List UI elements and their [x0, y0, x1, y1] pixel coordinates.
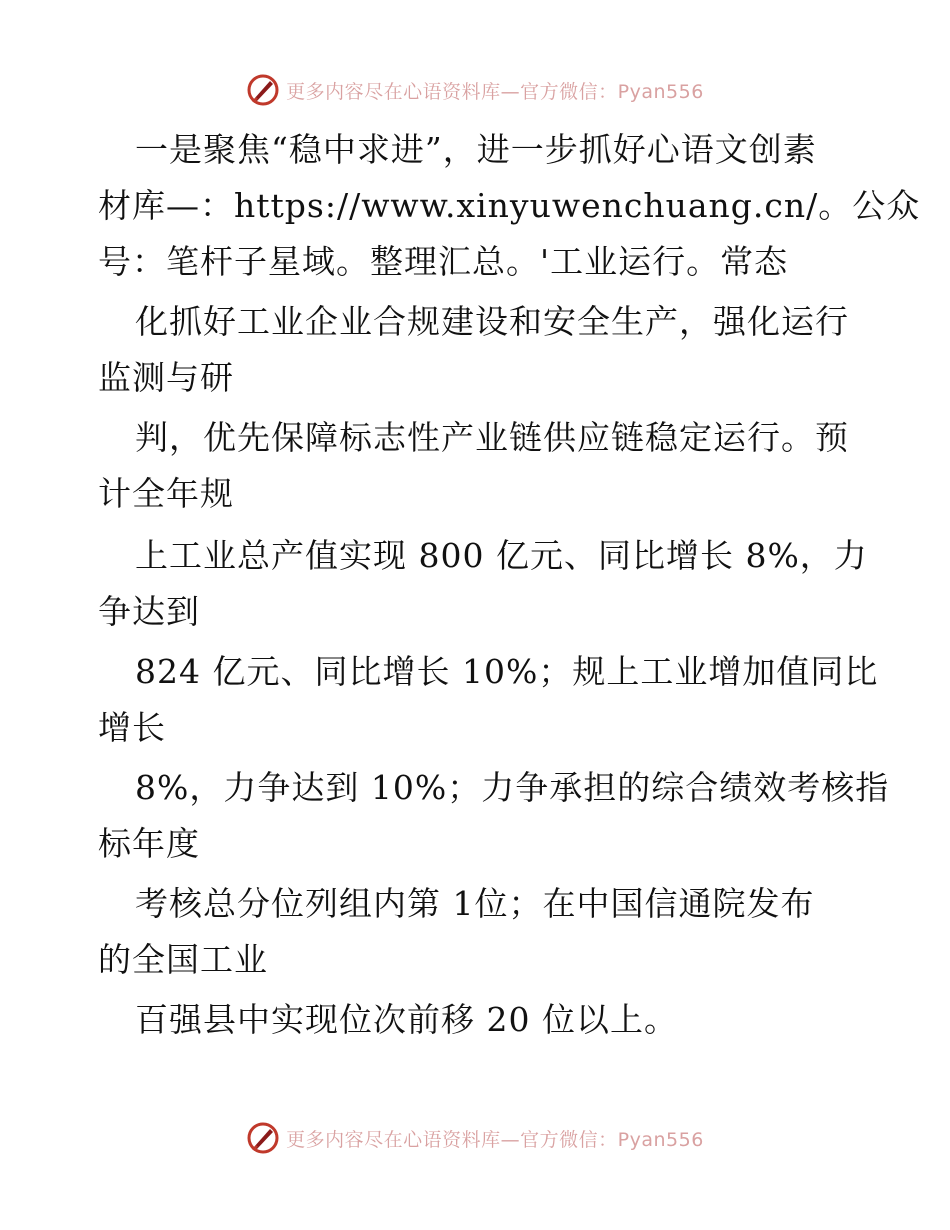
header-banner-text: 更多内容尽在心语资料库—官方微信：Pyan556: [286, 80, 704, 103]
body-line: 判，优先保障标志性产业链供应链稳定运行。预: [135, 418, 849, 457]
body-line: 增长: [98, 708, 166, 747]
body-line: 上工业总产值实现 800 亿元、同比增长 8%，力: [135, 536, 868, 575]
header-banner: [0, 70, 950, 110]
quill-pen-circle-icon: [246, 1121, 280, 1155]
body-line: 争达到: [98, 592, 200, 631]
body-line: 标年度: [98, 824, 200, 863]
body-line: 号：笔杆子星域。整理汇总。'工业运行。常态: [98, 242, 789, 281]
body-line: 8%，力争达到 10%；力争承担的综合绩效考核指: [135, 768, 890, 807]
body-line: 考核总分位列组内第 1位；在中国信通院发布: [135, 884, 815, 923]
body-line: 824 亿元、同比增长 10%；规上工业增加值同比: [135, 652, 879, 691]
footer-banner: [0, 1118, 950, 1158]
body-line: 材库—：https://www.xinyuwenchuang.cn/。公众: [98, 186, 921, 225]
body-line: 一是聚焦“稳中求进”，进一步抓好心语文创素: [135, 130, 817, 169]
body-line: 的全国工业: [98, 940, 268, 979]
footer-banner-text: 更多内容尽在心语资料库—官方微信：Pyan556: [286, 1128, 704, 1151]
body-line: 化抓好工业企业合规建设和安全生产，强化运行: [135, 302, 849, 341]
body-line: 监测与研: [98, 358, 234, 397]
quill-pen-circle-icon: [246, 73, 280, 107]
body-line: 百强县中实现位次前移 20 位以上。: [135, 1000, 678, 1039]
body-line: 计全年规: [98, 474, 234, 513]
